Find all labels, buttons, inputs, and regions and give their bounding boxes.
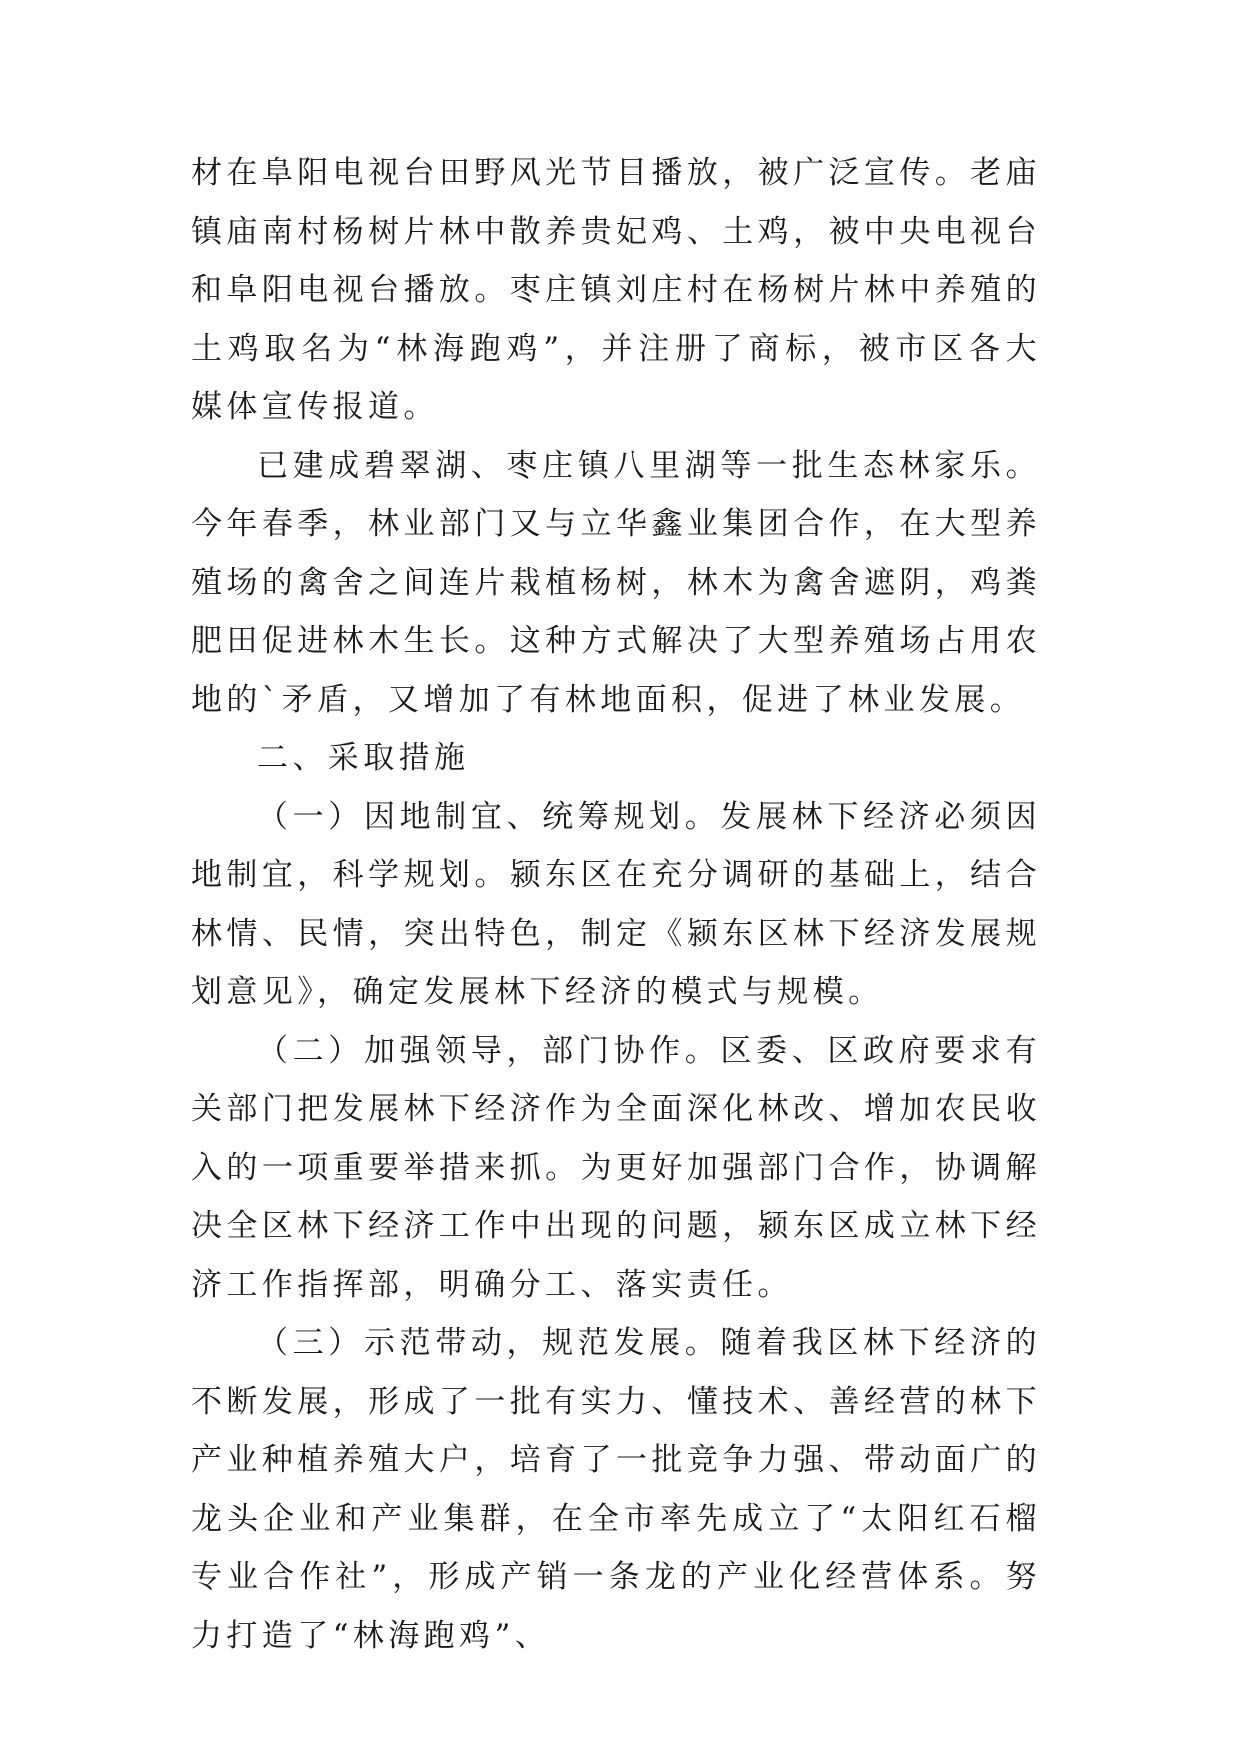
paragraph-measure-leadership: （二）加强领导，部门协作。区委、区政府要求有关部门把发展林下经济作为全面深化林改、增加农民收入的一项重要举措来抓。为更好加强部门合作，协调解决全区林下经济工作中出现的问题，颍东区成立林下经济工作指挥部，明确分工、落实责任。 — [191, 1032, 1041, 1303]
paragraph-measure-planning: （一）因地制宜、统筹规划。发展林下经济必须因地制宜，科学规划。颍东区在充分调研的基础上，结合林情、民情，突出特色，制定《颍东区林下经济发展规划意见》，确定发展林下经济的模式与规模。 — [191, 798, 1041, 1010]
document-body — [191, 144, 1041, 1665]
paragraph-continuation: 材在阜阳电视台田野风光节目播放，被广泛宣传。老庙镇庙南村杨树片林中散养贵妃鸡、土鸡，被中央电视台和阜阳电视台播放。枣庄镇刘庄村在杨树片林中养殖的土鸡取名为“林海跑鸡”，并注册了商标，被市区各大媒体宣传报道。 — [191, 155, 1041, 425]
paragraph-eco-farmhouse: 已建成碧翠湖、枣庄镇八里湖等一批生态林家乐。今年春季，林业部门又与立华鑫业集团合作，在大型养殖场的禽舍之间连片栽植杨树，林木为禽舍遮阴，鸡粪肥田促进林木生长。这种方式解决了大型养殖场占用农地的`矛盾，又增加了有林地面积，促进了林业发展。 — [191, 447, 1041, 718]
paragraph-measure-demonstration: （三）示范带动，规范发展。随着我区林下经济的不断发展，形成了一批有实力、懂技术、善经营的林下产业种植养殖大户，培育了一批竞争力强、带动面广的龙头企业和产业集群，在全市率先成立了“太阳红石榴专业合作社”，形成产销一条龙的产业化经营体系。努力打造了“林海跑鸡”、 — [191, 1325, 1041, 1654]
section-heading-measures: 二、采取措施 — [257, 740, 470, 776]
